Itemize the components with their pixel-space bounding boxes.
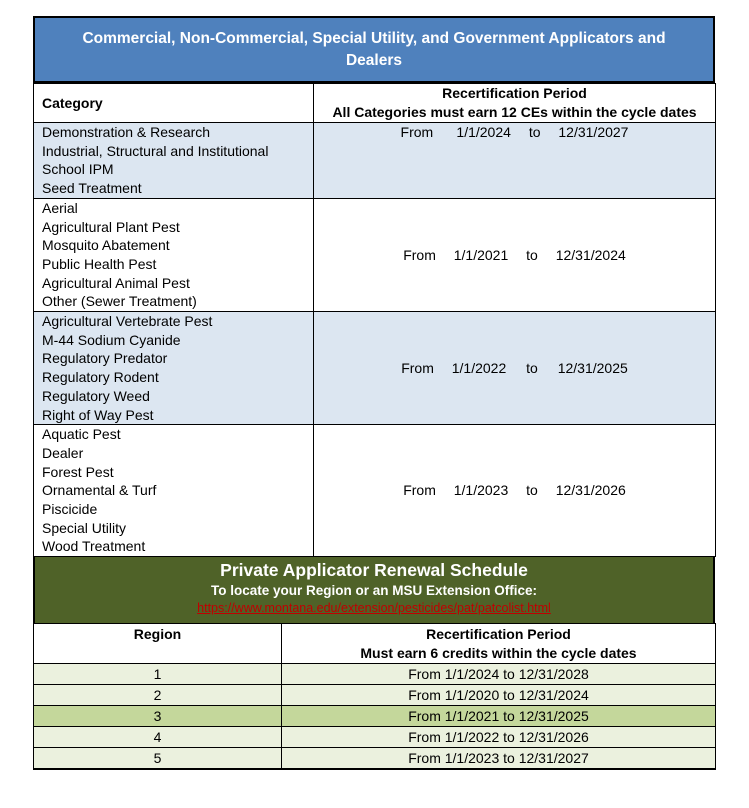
category-list (34, 123, 314, 199)
region-list-link[interactable]: https://www.montana.edu/extension/pesticides/pat/patcolist.html (197, 601, 551, 616)
commercial-table (33, 83, 716, 557)
category-item: Agricultural Plant Pest (42, 218, 180, 235)
region-number: 4 (34, 727, 282, 748)
region-period: From 1/1/2023 to 12/31/2027 (282, 748, 716, 770)
category-list (34, 425, 314, 557)
private-title: Private Applicator Renewal Schedule (220, 560, 528, 581)
category-item: Aerial (42, 199, 78, 216)
region-number: 3 (34, 706, 282, 727)
start-date: 1/1/2022 (451, 359, 507, 376)
category-column-header: Category (34, 84, 314, 123)
to-label: to (526, 482, 538, 499)
region-column-header: Region (34, 624, 282, 664)
category-item: Industrial, Structural and Institutional (42, 142, 269, 159)
region-row (34, 748, 716, 770)
from-label: From (400, 124, 434, 140)
category-item: Demonstration & Research (42, 124, 211, 140)
category-item: Wood Treatment (42, 538, 146, 555)
category-item: M-44 Sodium Cyanide (42, 331, 181, 348)
category-item: Ornamental & Turf (42, 482, 157, 499)
start-date: 1/1/2023 (453, 482, 509, 499)
period-column-header (314, 84, 716, 123)
category-item: Mosquito Abatement (42, 237, 170, 254)
end-date: 12/31/2024 (555, 246, 626, 263)
region-row (34, 727, 716, 748)
from-label: From (401, 359, 434, 376)
category-item: Special Utility (42, 519, 127, 536)
to-label: to (526, 359, 538, 376)
category-group-row (34, 425, 716, 557)
region-period-column-header (282, 624, 716, 664)
region-number: 1 (34, 664, 282, 685)
end-date: 12/31/2027 (558, 124, 629, 140)
region-period: From 1/1/2022 to 12/31/2026 (282, 727, 716, 748)
to-label: to (526, 246, 538, 263)
category-group-row (34, 123, 716, 199)
category-item: Seed Treatment (42, 180, 142, 197)
start-date: 1/1/2024 (456, 124, 511, 140)
period-header-line-1: Recertification Period (442, 85, 587, 101)
commercial-banner (33, 16, 715, 83)
category-item: Public Health Pest (42, 255, 157, 272)
region-number: 5 (34, 748, 282, 770)
private-subtitle: To locate your Region or an MSU Extension Office: (210, 583, 538, 599)
region-number: 2 (34, 685, 282, 706)
region-period: From 1/1/2020 to 12/31/2024 (282, 685, 716, 706)
category-item: Right of Way Pest (42, 406, 154, 423)
cycle-period (314, 198, 716, 311)
region-header-row (34, 624, 716, 664)
category-item: Piscicide (42, 501, 98, 518)
from-label: From (403, 482, 436, 499)
category-item: School IPM (42, 161, 114, 178)
renewal-schedule-document (33, 16, 715, 770)
category-item: Dealer (42, 444, 84, 461)
region-period: From 1/1/2024 to 12/31/2028 (282, 664, 716, 685)
region-period: From 1/1/2021 to 12/31/2025 (282, 706, 716, 727)
end-date: 12/31/2025 (557, 359, 628, 376)
region-row (34, 664, 716, 685)
category-item: Other (Sewer Treatment) (42, 293, 197, 310)
period-header-line-2: All Categories must earn 12 CEs within the cycle dates (332, 104, 697, 120)
region-table (33, 623, 716, 770)
category-item: Forest Pest (42, 463, 114, 480)
category-item: Aquatic Pest (42, 426, 121, 443)
cycle-period (314, 425, 716, 557)
region-period-header-line-2: Must earn 6 credits within the cycle dates (360, 645, 637, 662)
banner-title: Commercial, Non-Commercial, Special Utility, and Government Applicators and Dealers (82, 29, 666, 69)
region-row (34, 685, 716, 706)
region-period-header-line-1: Recertification Period (426, 626, 571, 643)
category-item: Regulatory Weed (42, 387, 150, 404)
category-item: Regulatory Predator (42, 350, 168, 367)
to-label: to (528, 124, 541, 140)
region-row (34, 706, 716, 727)
from-label: From (403, 246, 436, 263)
category-group-row (34, 198, 716, 311)
category-item: Agricultural Vertebrate Pest (42, 313, 213, 330)
start-date: 1/1/2021 (453, 246, 509, 263)
end-date: 12/31/2026 (555, 482, 626, 499)
cycle-period (314, 312, 716, 425)
private-applicator-banner (33, 557, 715, 623)
category-list (34, 198, 314, 311)
category-group-row (34, 312, 716, 425)
cycle-period (314, 123, 716, 199)
category-list (34, 312, 314, 425)
category-item: Regulatory Rodent (42, 369, 159, 386)
commercial-header-row (34, 84, 716, 123)
category-item: Agricultural Animal Pest (42, 274, 190, 291)
